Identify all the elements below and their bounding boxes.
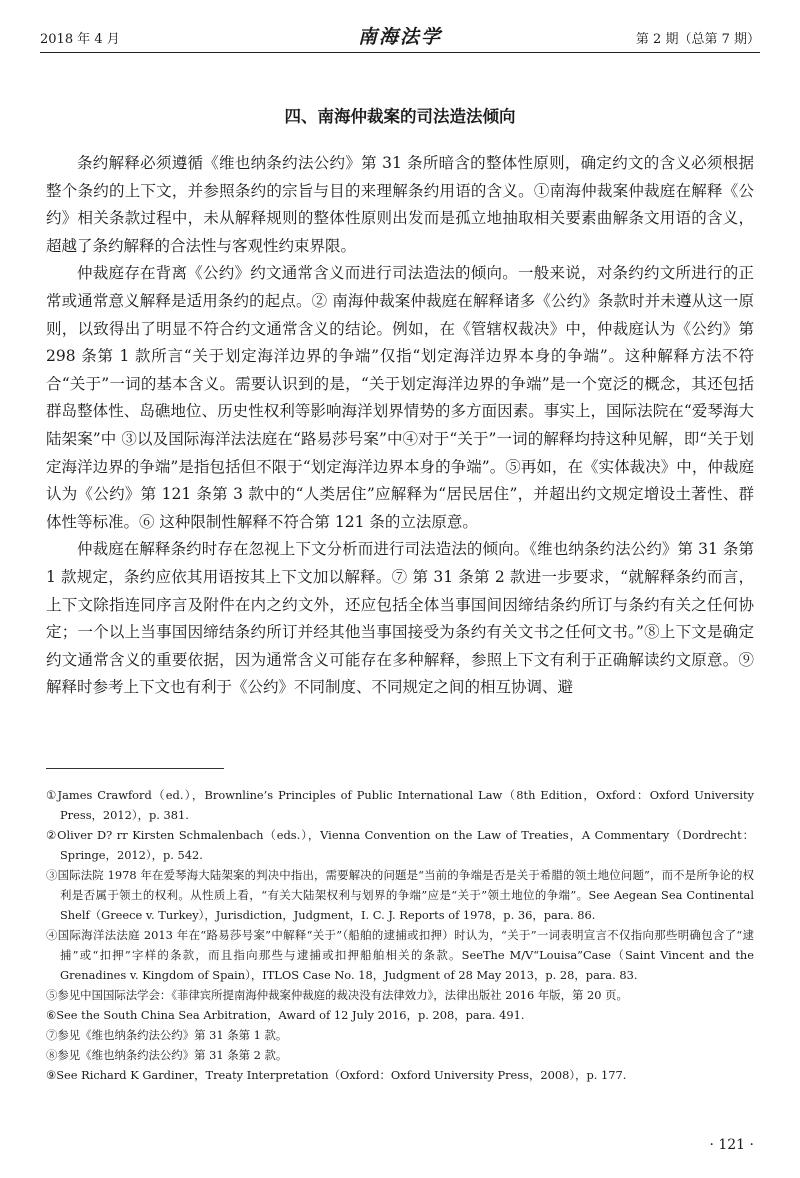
paragraph-2: 仲裁庭存在背离《公约》约文通常含义而进行司法造法的倾向。一般来说，对条约约文所进行的正常或通常意义解释是适用条约的起点。② 南海仲裁案仲裁庭在解释诸多《公约》条款时并未遵从这一原则，以致得出了明显不符合约文通常含义的结论。例如，在《管辖权裁决》中，仲裁庭认为《公约》第 298 条第 1 款所言“关于划定海洋边界的争端”仅指“划定海洋边界本身的争端”。这种解释方法不符合“关于”一词的基本含义。需要认识到的是，“关于划定海洋边界的争端”是一个宽泛的概念，其还包括群岛整体性、岛礁地位、历史性权利等影响海洋划界情势的多方面因素。事实上，国际法院在“爱琴海大陆架案”中 ③以及国际海洋法法庭在“路易莎号案”中④对于“关于”一词的解释均持这种见解，即“关于划定海洋边界的争端”是指包括但不限于“划定海洋边界本身的争端”。⑤再如，在《实体裁决》中，仲裁庭认为《公约》第 121 条第 3 款中的“人类居住”应解释为“居民居住”，并超出约文规定增设土著性、群体性等标准。⑥ 这种限制性解释不符合第 121 条的立法原意。 [46,264,754,531]
footnote-4: ④国际海洋法法庭 2013 年在“路易莎号案”中解释“关于”（船舶的逮捕或扣押）时认为，“关于”一词表明宣言不仅指向那些明确包含了“逮捕”或“扣押”字样的条款，而且指向那些与逮捕或扣押船舶相关的条款。SeeThe M/V“Louisa”Case（Saint Vincent and the Grenadines v. Kingdom of Spain），ITLOS Case No. 18，Judgment of 28 May 2013，p. 28，para. 83. [46,928,754,982]
journal-name: 南海法学 [357,26,442,48]
section-title: 四、南海仲裁案的司法造法倾向 [284,107,516,126]
footnotes [46,785,754,1085]
footnote-divider [46,768,224,769]
footnote-5: ⑤参见中国国际法学会：《菲律宾所提南海仲裁案仲裁庭的裁决没有法律效力》，法律出版社 2016 年版，第 20 页。 [46,988,628,1002]
footnote-3: ③国际法院 1978 年在爱琴海大陆架案的判决中指出，需要解决的问题是“当前的争端是否是关于希腊的领土地位问题”，而不是所争论的权利是否属于领土的权利。从性质上看，“有关大陆架权利与划界的争端”应是“关于”领土地位的争端”。See Aegean Sea Continental Shelf（Greece v. Turkey），Jurisdiction，Judgment，I. C. J. Reports of 1978，p. 36，para. 86. [46,868,754,922]
header-divider [40,52,760,53]
paragraph-3: 仲裁庭在解释条约时存在忽视上下文分析而进行司法造法的倾向。《维也纳条约法公约》第 31 条第 1 款规定，条约应依其用语按其上下文加以解释。⑦ 第 31 条第 2 款进一步要求，“就解释条约而言，上下文除指连同序言及附件在内之约文外，还应包括全体当事国间因缔结条约所订与条约有关之任何协定；一个以上当事国因缔结条约所订并经其他当事国接受为条约有关文书之任何文书。”⑧上下文是确定约文通常含义的重要依据，因为通常含义可能存在多种解释，参照上下文有利于正确解读约文原意。⑨解释时参考上下文也有利于《公约》不同制度、不同规定之间的相互协调、避 [46,540,754,697]
body-text [46,150,754,702]
page-number: · 121 · [709,1137,754,1153]
running-header [40,22,760,52]
footnote-8: ⑧参见《维也纳条约法公约》第 31 条第 2 款。 [46,1048,288,1062]
footnote-2: ②Oliver D? rr Kirsten Schmalenbach（eds.），Vienna Convention on the Law of Treaties，A Commentary（Dordrecht：Springe，2012），p. 542. [46,828,754,862]
footnote-6: ⑥See the South China Sea Arbitration，Award of 12 July 2016，p. 208，para. 491. [46,1008,525,1022]
header-issue: 第 2 期（总第 7 期） [635,32,760,47]
footnote-9: ⑨See Richard K Gardiner，Treaty Interpretation（Oxford：Oxford University Press，2008），p. 177. [46,1068,627,1082]
footnote-7: ⑦参见《维也纳条约法公约》第 31 条第 1 款。 [46,1028,288,1042]
paragraph-1: 条约解释必须遵循《维也纳条约法公约》第 31 条所暗含的整体性原则，确定约文的含义必须根据整个条约的上下文，并参照条约的宗旨与目的来理解条约用语的含义。①南海仲裁案仲裁庭在解释《公约》相关条款过程中，未从解释规则的整体性原则出发而是孤立地抽取相关要素曲解条文用语的含义，超越了条约解释的合法性与客观性约束界限。 [46,154,754,255]
footnote-1: ①James Crawford（ed.），Brownline’s Principles of Public International Law（8th Edition，Oxford：Oxford University Press，2012），p. 381. [46,788,754,822]
header-date: 2018 年 4 月 [40,32,120,47]
